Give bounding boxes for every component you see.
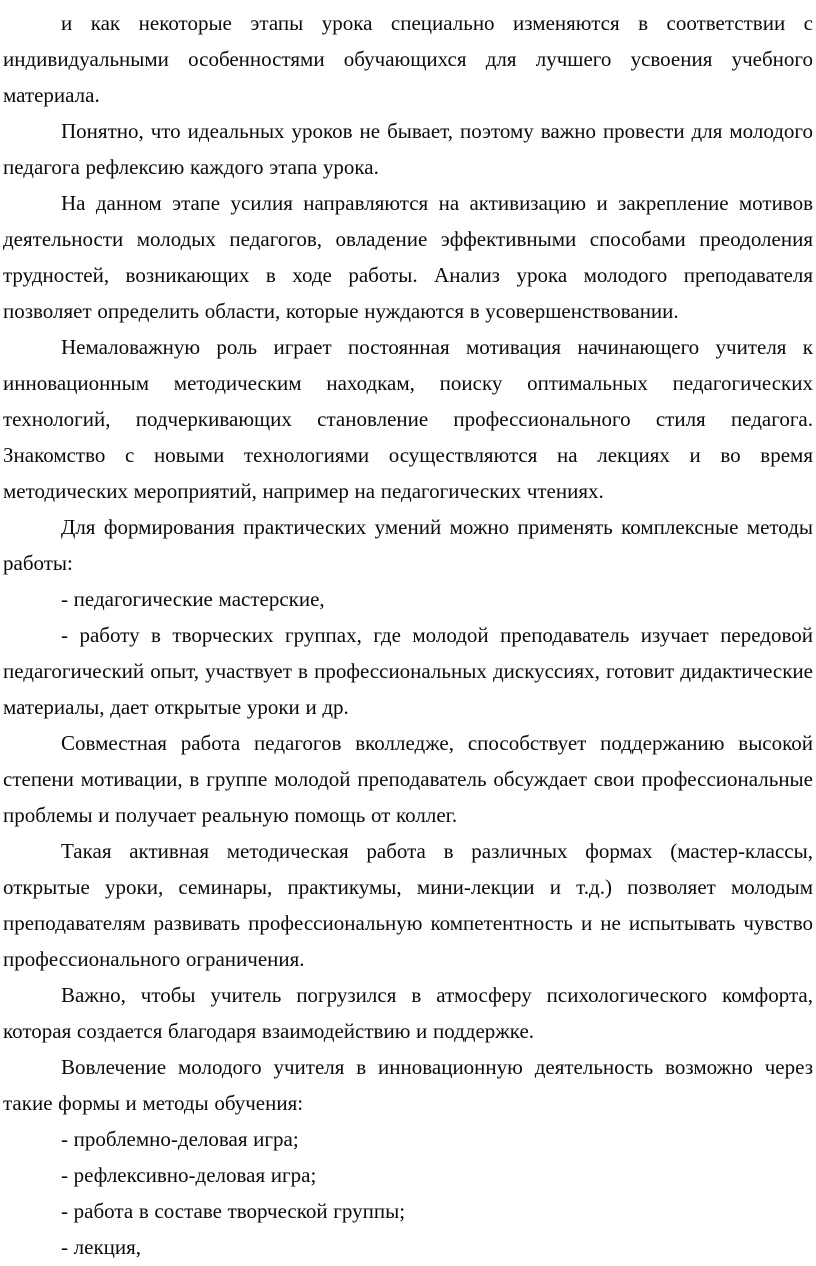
list-item: - работа в составе творческой группы; (61, 1199, 406, 1223)
list-item: - рефлексивно-деловая игра; (61, 1163, 317, 1187)
list-item: - работу в творческих группах, где молодой преподаватель изучает передовой педагогический опыт, участвует в профессиональных дискуссиях, готовит дидактические материалы, дает открытые уроки и др. (3, 623, 813, 719)
paragraph: Важно, чтобы учитель погрузился в атмосферу психологического комфорта, которая создается благодаря взаимодействию и поддержке. (3, 983, 813, 1043)
paragraph: и как некоторые этапы урока специально изменяются в соответствии с индивидуальными особенностями обучающихся для лучшего усвоения учебного материала. (3, 11, 813, 107)
paragraph: Совместная работа педагогов вколледже, способствует поддержанию высокой степени мотивации, в группе молодой преподаватель обсуждает свои профессиональные проблемы и получает реальную помощь от коллег. (3, 731, 813, 827)
paragraph: Понятно, что идеальных уроков не бывает, поэтому важно провести для молодого педагога рефлексию каждого этапа урока. (3, 119, 813, 179)
paragraph: На данном этапе усилия направляются на активизацию и закрепление мотивов деятельности молодых педагогов, овладение эффективными способами преодоления трудностей, возникающих в ходе работы. Анализ урока молодого преподавателя позволяет определить области, которые нуждаются в усовершенствовании. (3, 191, 813, 323)
list-item: - лекция, (61, 1235, 142, 1259)
list-item: - проблемно-деловая игра; (61, 1127, 299, 1151)
paragraph: Такая активная методическая работа в различных формах (мастер-классы, открытые уроки, семинары, практикумы, мини-лекции и т.д.) позволяет молодым преподавателям развивать профессиональную компетентность и не испытывать чувство профессионального ограничения. (3, 839, 813, 971)
paragraph: Для формирования практических умений можно применять комплексные методы работы: (3, 515, 813, 575)
paragraph: Немаловажную роль играет постоянная мотивация начинающего учителя к инновационным методическим находкам, поиску оптимальных педагогических технологий, подчеркивающих становление профессионального стиля педагога. Знакомство с новыми технологиями осуществляются на лекциях и во время методических мероприятий, например на педагогических чтениях. (3, 335, 813, 503)
list-item: - педагогические мастерские, (61, 587, 325, 611)
paragraph: Вовлечение молодого учителя в инновационную деятельность возможно через такие формы и методы обучения: (3, 1055, 813, 1115)
